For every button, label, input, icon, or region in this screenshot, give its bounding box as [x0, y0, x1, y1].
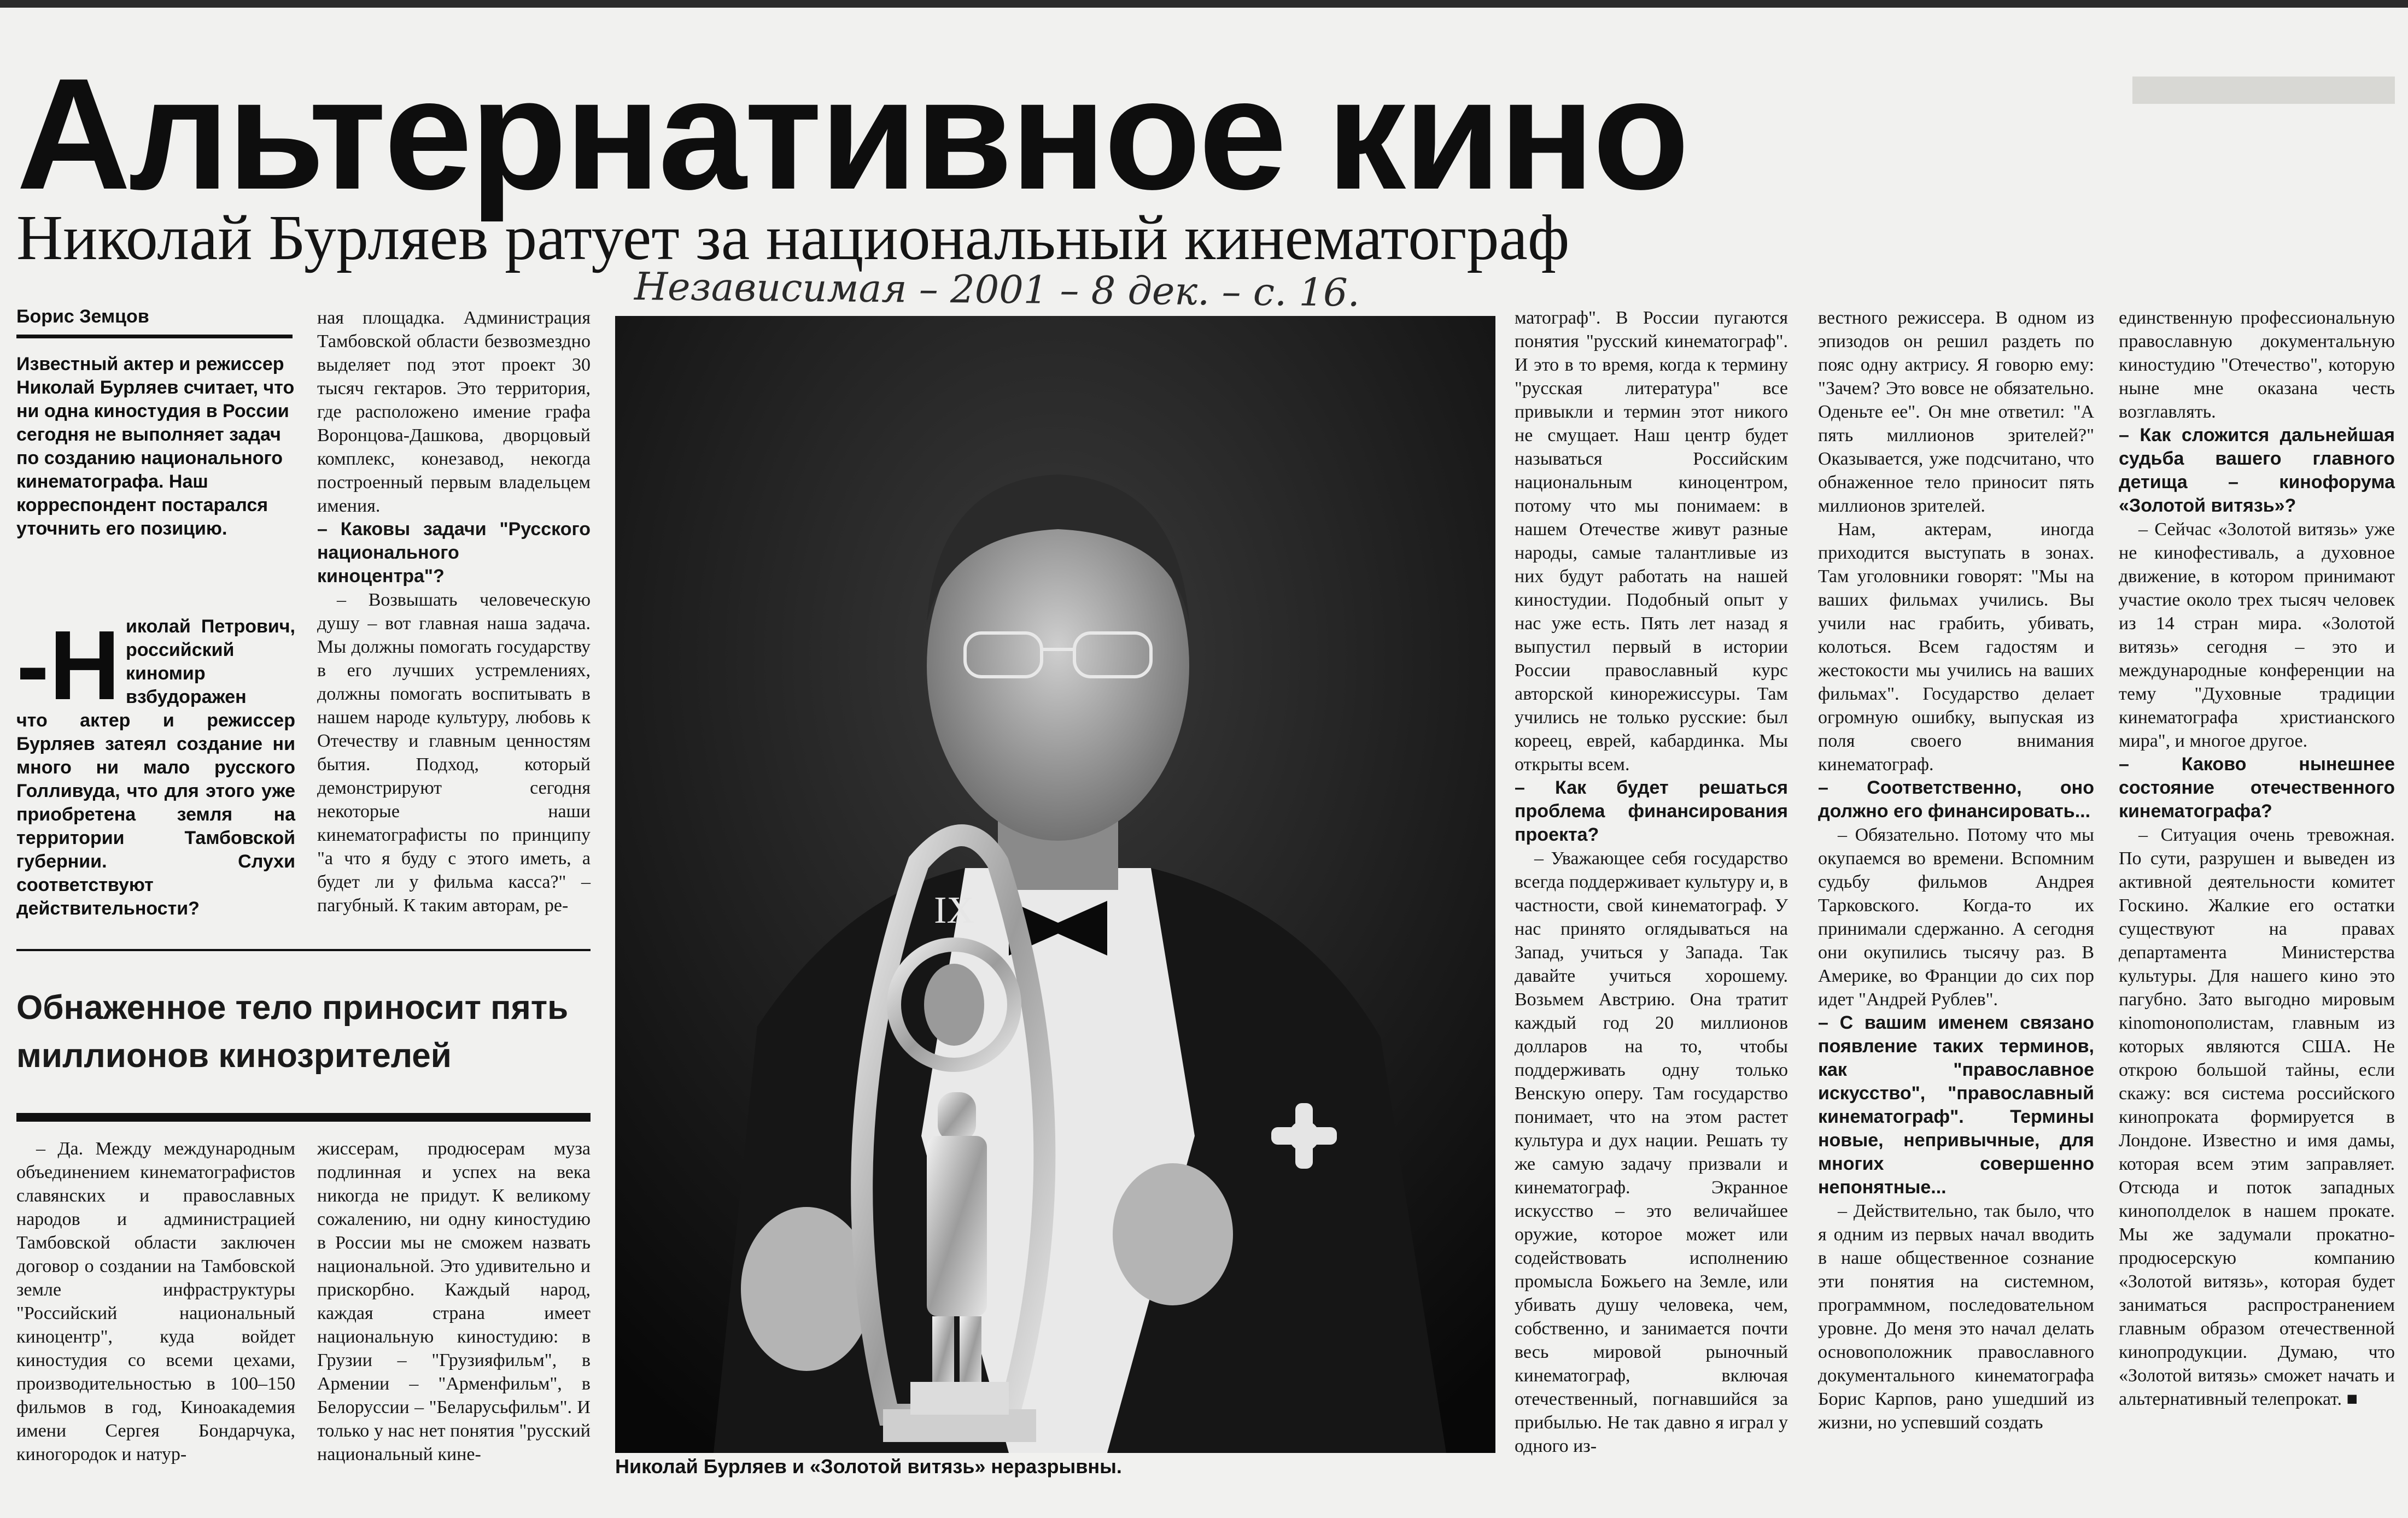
column-2-top — [317, 306, 591, 917]
top-border — [0, 0, 2408, 8]
lead-paragraph: Известный актер и режиссер Николай Бурляев считает, что ни одна киностудия в России сегодня не выполняет задач по созданию национального кинематографа. Наш корреспондент постарался уточнить его позицию. — [16, 354, 295, 539]
author-byline: Борис Земцов — [16, 306, 149, 327]
col2-question: – Каковы задачи "Русского национального киноцентра"? — [317, 519, 591, 587]
column-1-bottom — [16, 1137, 295, 1466]
subhead-bottom-rule — [16, 1113, 591, 1122]
portrait-illustration — [615, 316, 1495, 1453]
author-rule — [16, 335, 293, 338]
subheadline: Николай Бурляев ратует за национальный кинематограф — [16, 202, 1570, 273]
intro-rest: что актер и режиссер Бурляев затеял создание ни много ни мало русского Голливуда, что для этого уже приобретена земля на территории Тамбовской губернии. Слухи соответствуют действительности? — [16, 710, 295, 919]
column-2-bottom — [317, 1137, 591, 1466]
column-4 — [1818, 306, 2094, 1434]
column-5 — [2119, 306, 2395, 1411]
col5-answer-1: – Сейчас «Золотой витязь» уже не кинофестиваль, а духовное движение, в котором принимают участие около трех тысяч человек из 14 стран мира. «Золотой витязь» сегодня – это и международные конференции на тему "Духовные традиции кинематографа христианского мира", и многое другое. — [2119, 519, 2395, 751]
col3-question: – Как будет решаться проблема финансирования проекта? — [1515, 777, 1788, 845]
intro-question — [16, 611, 295, 921]
award-roman-numeral: IX — [934, 889, 974, 931]
drop-cap: -Н — [16, 611, 120, 720]
col4-question-2: – С вашим именем связано появление таких терминов, как "православное искусство", "православный кинематограф". Термины новые, непривычные, для многих совершенно непонятные... — [1818, 1012, 2094, 1198]
col2-answer: – Возвышать человеческую душу – вот главная наша задача. Мы должны помогать государству в его лучших устремлениях, должны помогать воспитывать в нашем народе культуру, любовь к Отечеству и главным ценностям бытия. Подход, который демонстрируют сегодня некоторые наши кинематографисты по принципу "а что я буду с этого иметь, а будет ли у фильма касса?" – пагубный. К таким авторам, ре- — [317, 590, 591, 916]
col4-answer-1: – Обязательно. Потому что мы окупаемся во времени. Вспомним судьбу фильмов Андрея Тарковского. Когда-то их принимали сдержанно. А сегодня они окупились тысячу раз. В Америке, во Франции до сих пор идет "Андрей Рублев". — [1818, 825, 2094, 1010]
col5-paragraph: единственную профессиональную православную документальную киностудию "Отечество", которую ныне мне оказана честь возглавлять. — [2119, 308, 2395, 422]
col2-bottom-paragraph: жиссерам, продюсерам муза подлинная и успех на века никогда не придут. К великому сожалению, ни одну киностудию в России мы не сможем назвать национальной. Это удивительно и прискорбно. Каждый народ, каждая страна имеет национальную киностудию: в Грузии – "Грузияфильм", в Армении – "Арменфильм", в Белоруссии – "Беларусьфильм". И только у нас нет понятия "русский национальный кине- — [317, 1139, 591, 1464]
col4-question-1: – Соответственно, оно должно его финансировать... — [1818, 777, 2094, 822]
section-subhead: Обнаженное тело приносит пять миллионов кинозрителей — [16, 989, 569, 1075]
col3-answer: – Уважающее себя государство всегда поддерживает культуру и, в частности, свой кинематограф. У нас принято оглядываться на Запад, учиться у Запада. Так давайте учиться хорошему. Возьмем Австрию. Она тратит каждый год 20 миллионов долларов на то, чтобы поддерживать одну только Венскую оперу. Там государство понимает, что на этом растет культура и дух нации. Решать ту же самую задачу призвали и кинематограф. Экранное искусство – это величайшее оружие, которое может или содействовать исполнению промысла Божьего на Земле, или убивать душу человека, чем, собственно, и занимается почти весь мировой рыночный кинематограф, включая отечественный, погнавшийся за прибылью. Не так давно я играл у одного из- — [1515, 848, 1788, 1456]
col5-question-2: – Каково нынешнее состояние отечественного кинематографа? — [2119, 754, 2395, 822]
adjacent-page-fragment — [2132, 77, 2395, 104]
col3-paragraph: матограф". В России пугаются понятия "русский кинематограф". И это в то время, когда к термину "русская литература" все привыкли и термин этот никого не смущает. Наш центр будет называться Российским национальным киноцентром, потому что мы понимаем: в нашем Отечестве живут разные народы, самые талантливые из них будут работать на нашей киностудии. Подобный опыт у нас уже есть. Пять лет назад я выпустил первый в истории России православный курс авторской кинорежиссуры. Там учились не только русские: был кореец, еврей, кабардинка. Мы открыты всем. — [1515, 308, 1788, 775]
col5-answer-2: – Ситуация очень тревожная. По сути, разрушен и выведен из активной деятельности комитет Госкино. Жалкие его остатки существуют на правах департамента Министерства культуры. Для нашего кино это пагубно. Зато выгодно мировым кinomонополистам, главным из которых являются США. Не открою большой тайны, если скажу: вся система российского кинопроката формируется в Лондоне. Известно и имя дамы, которая всем этим заправляет. Отсюда и поток западных кинополделок в нашем прокате. Мы же задумали прокатно-продюсерскую компанию «Золотой витязь», которая будет заниматься распространением главным образом отечественной кинопродукции. Думаю, что «Золотой витязь» сможет начать и альтернативный телепрокат. ■ — [2119, 825, 2395, 1409]
col1-paragraph: – Да. Между международным объединением кинематографистов славянских и православных народов и администрацией Тамбовской области заключен договор о создании на Тамбовской земле инфраструктуры "Российский национальный киноцентр", куда войдет киностудия со всеми цехами, производительностью в 100–150 фильмов в год, Киноакадемия имени Сергея Бондарчука, киногородок и натур- — [16, 1139, 295, 1464]
handwritten-note: Независимая – 2001 – 8 дек. – с. 16. — [634, 264, 1360, 315]
col4-paragraph: вестного режиссера. В одном из эпизодов он решил раздеть по пояс одну актрису. Я говорю ему: "Зачем? Это вовсе не обязательно. Оденьте ее". Он мне ответил: "А пять миллионов зрителей?" Оказывается, уже подсчитано, что обнаженное тело приносит пять миллионов зрителей. — [1818, 308, 2094, 516]
col5-question-1: – Как сложится дальнейшая судьба вашего главного детища – кинофорума «Золотой витязь»? — [2119, 425, 2395, 516]
headline: Альтернативное кино — [16, 45, 1687, 222]
col4-answer-2: – Действительно, так было, что я одним из первых начал вводить в наше общественное сознание эти понятия на системном, программном, последовательном уровне. До меня это начал делать основоположник православного документального кинематографа Борис Карпов, рано ушедший из жизни, но успевший создать — [1818, 1201, 2094, 1433]
intro-first-line: иколай Петрович, российский киномир взбудоражен — [126, 616, 295, 707]
photo-caption: Николай Бурляев и «Золотой витязь» неразрывны. — [615, 1455, 1122, 1478]
column-3 — [1515, 306, 1788, 1458]
portrait-photo — [615, 316, 1495, 1453]
col2-paragraph: ная площадка. Администрация Тамбовской области безвозмездно выделяет под этот проект 30 тысяч гектаров. Это территория, где расположено имение графа Воронцова-Дашкова, дворцовый комплекс, конезавод, некогда построенный первым владельцем имения. — [317, 308, 591, 516]
subhead-top-rule — [16, 949, 591, 951]
col4-paragraph-b: Нам, актерам, иногда приходится выступать в зонах. Там уголовники говорят: "Мы на ваших фильмах учились. Вы учили нас грабить, убивать, колоться. Всем гадостям и жестокости мы учились на ваших фильмах". Государство делает огромную ошибку, выпуская из поля своего внимания кинематограф. — [1818, 519, 2094, 775]
